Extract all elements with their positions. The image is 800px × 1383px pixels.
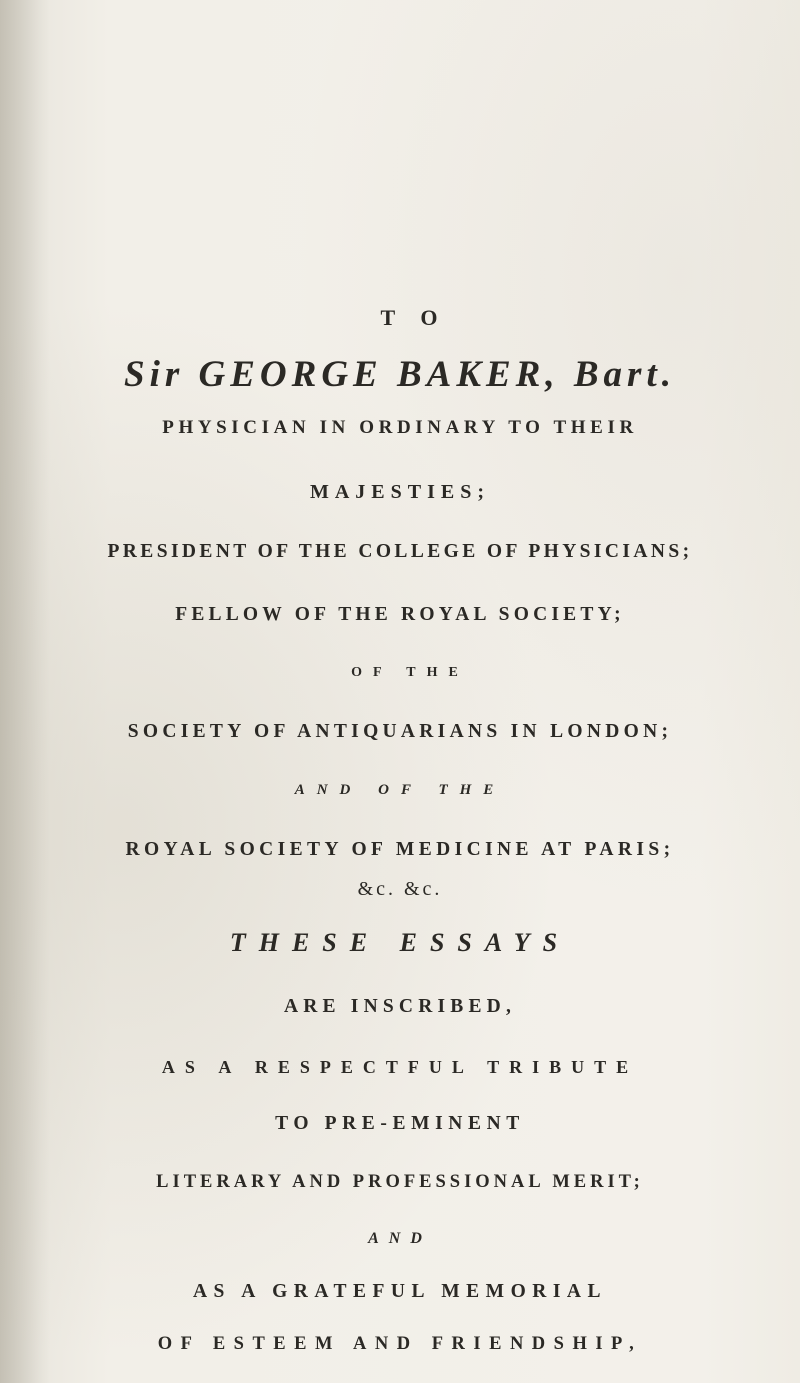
dedication-line-antiquarians: SOCIETY OF ANTIQUARIANS IN LONDON; [127,721,673,742]
dedication-line-fellow: FELLOW OF THE ROYAL SOCIETY; [175,604,625,625]
dedication-and: AND [368,1230,432,1247]
dedication-to: T O [380,305,448,330]
dedication-literary-merit: LITERARY AND PROFESSIONAL MERIT; [156,1172,644,1192]
dedication-inscribed: ARE INSCRIBED, [283,996,517,1017]
dedication-these-essays: THESE ESSAYS [229,928,571,957]
dedication-etc: &c. &c. [357,878,443,900]
dedication-line-royal-medicine: ROYAL SOCIETY OF MEDICINE AT PARIS; [125,839,675,860]
dedication-grateful-memorial: AS A GRATEFUL MEMORIAL [192,1281,608,1302]
dedicatee-name: Sir GEORGE BAKER, Bart. [124,354,676,395]
dedication-line-president: PRESIDENT OF THE COLLEGE OF PHYSICIANS; [107,541,693,562]
dedication-esteem-friendship: OF ESTEEM AND FRIENDSHIP, [157,1334,643,1354]
dedication-respectful-tribute: AS A RESPECTFUL TRIBUTE [161,1057,639,1077]
dedication-line-and-of-the: AND OF THE [294,782,506,798]
dedication-line-physician: PHYSICIAN IN ORDINARY TO THEIR [162,417,638,438]
dedication-line-of-the: OF THE [351,665,469,680]
dedication-pre-eminent: TO PRE-EMINENT [275,1113,525,1134]
dedication-line-majesties: MAJESTIES; [309,481,491,503]
